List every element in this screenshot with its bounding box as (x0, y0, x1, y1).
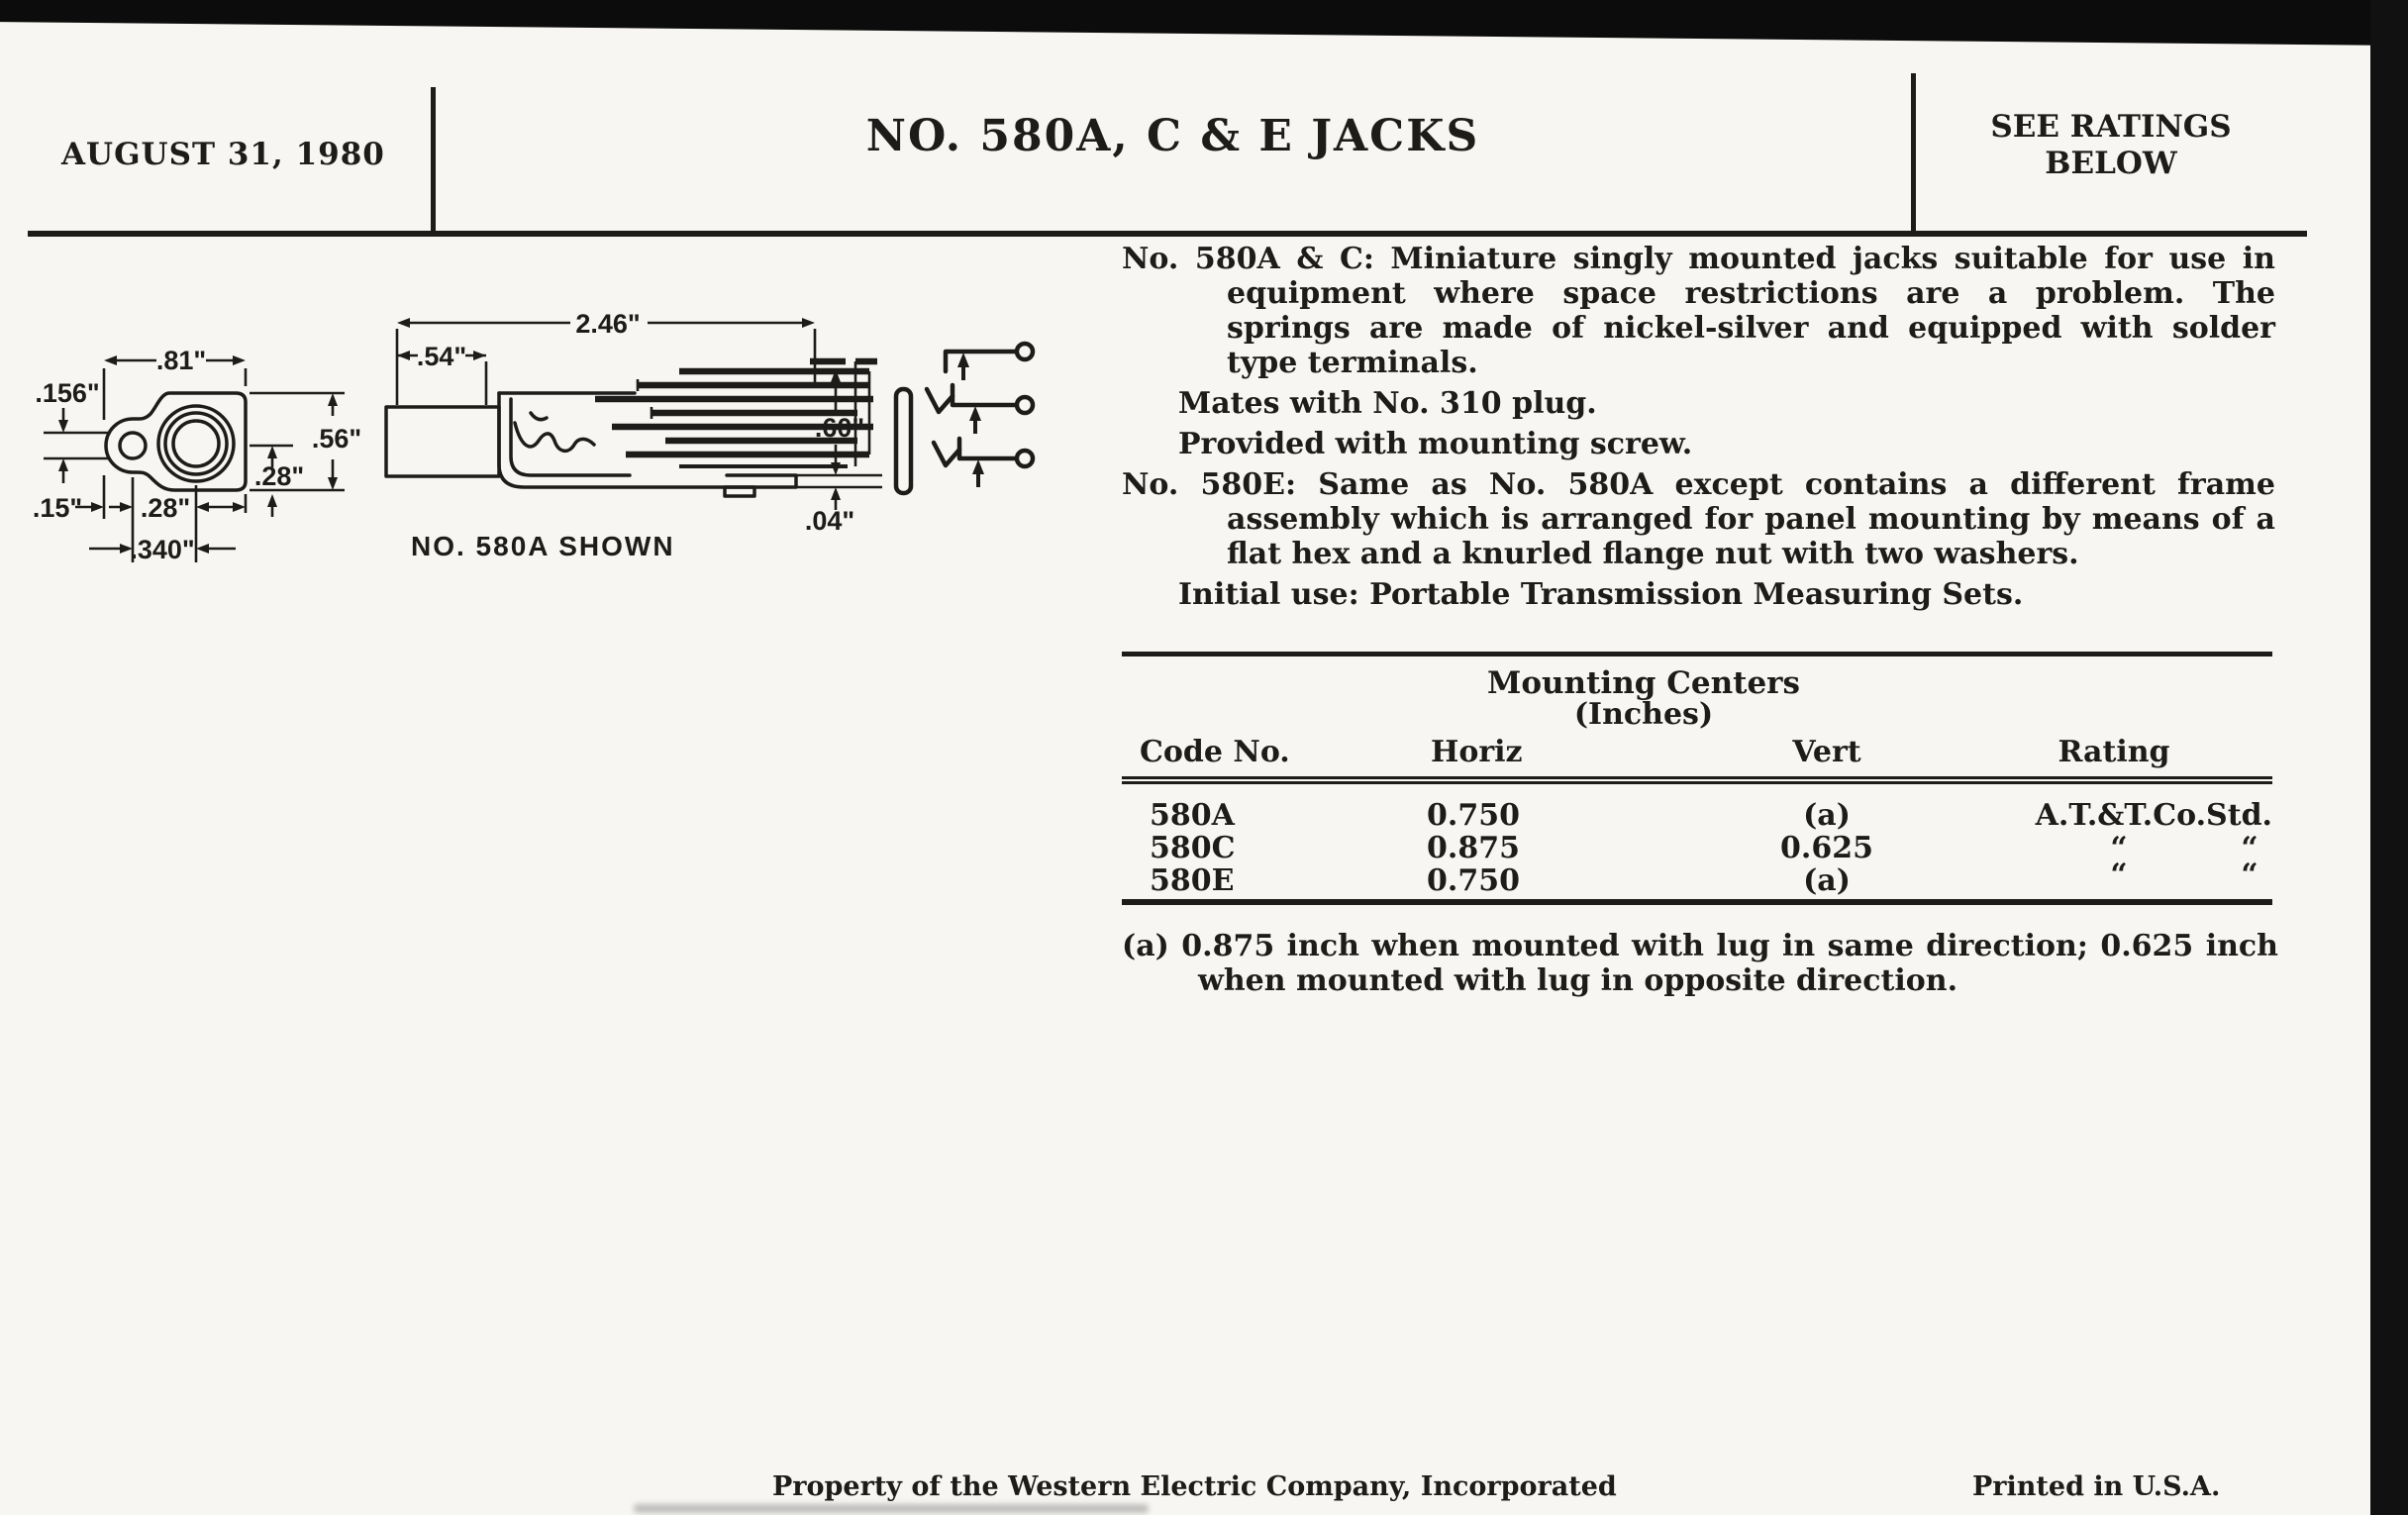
para-580ac: No. 580A & C: Miniature singly mounted jacks suitable for use in equipment where space restrictions are a problem. The springs are made of nickel-silver and equipped with solder type terminals. (1122, 242, 2275, 380)
cell-code: 580A (1150, 798, 1235, 833)
para-initial-use: Initial use: Portable Transmission Measuring Sets. (1178, 577, 2024, 612)
para-580e: No. 580E: Same as No. 580A except contains a different frame assembly which is arranged for panel mounting by means of a flat hex and a knurled flange nut with two washers. (1122, 467, 2275, 571)
plug-sleeve (386, 407, 499, 476)
footer-printed-line: Printed in U.S.A. (1972, 1471, 2221, 1502)
contact-arrows (957, 353, 984, 487)
cell-rating: A.T.&T.Co.Std. (2035, 798, 2272, 833)
table-title: Mounting Centers (1487, 665, 1800, 701)
dim-label-hole-center: .340" (130, 535, 195, 564)
dim-label-width: .81" (155, 346, 207, 375)
header-divider-right (1911, 73, 1916, 234)
cell-vert: (a) (1803, 798, 1851, 833)
latch-spring (515, 423, 594, 451)
col-header-code: Code No. (1140, 735, 1290, 769)
dim-label-hole: .156" (35, 378, 100, 408)
description-block (1122, 242, 2275, 612)
dim-label-springs: .60" (814, 413, 865, 443)
cell-vert: 0.625 (1780, 831, 1873, 865)
dim-label-sleeve: .54" (416, 342, 467, 371)
cell-rating-ditto: “ (2241, 858, 2258, 892)
dim-label-offset: .15" (32, 493, 83, 523)
ratings-note-line1: SEE RATINGS (1990, 109, 2232, 145)
scan-smudge (634, 1504, 1149, 1513)
para-screw: Provided with mounting screw. (1178, 427, 1693, 461)
bushing-inner (173, 421, 219, 466)
cell-code: 580E (1150, 863, 1235, 898)
frame-tab (725, 487, 754, 496)
table-rule-bottom (1122, 899, 2272, 905)
issue-date: AUGUST 31, 1980 (61, 137, 385, 172)
cell-rating-ditto: “ (2110, 831, 2128, 865)
cell-horiz: 0.750 (1427, 798, 1520, 833)
cell-horiz: 0.875 (1427, 831, 1520, 865)
cell-horiz: 0.750 (1427, 863, 1520, 898)
footer-property-line: Property of the Western Electric Company, Incorporated (772, 1471, 1617, 1502)
dim-label-center-edge: .28" (140, 493, 191, 523)
header-rule (28, 231, 2307, 237)
table-subtitle: (Inches) (1573, 697, 1714, 732)
cell-rating-ditto: “ (2110, 858, 2128, 892)
dim-label-gap: .04" (804, 506, 855, 536)
table-footnote: (a) 0.875 inch when mounted with lug in same direction; 0.625 inch when mounted with lug in opposite direction. (1122, 929, 2278, 998)
front-view-drawing (30, 329, 376, 580)
bushing-outer (158, 406, 234, 481)
cell-vert: (a) (1803, 863, 1851, 898)
jack-circuit-symbol (876, 320, 1109, 542)
page-title: NO. 580A, C & E JACKS (865, 111, 1480, 161)
para-mates: Mates with No. 310 plug. (1178, 386, 1597, 421)
dim-label-overall: 2.46" (575, 309, 641, 339)
dim-label-center-bottom: .28" (253, 461, 305, 491)
ratings-note-line2: BELOW (2045, 146, 2177, 181)
col-header-horiz: Horiz (1431, 735, 1523, 769)
drawing-caption: NO. 580A SHOWN (411, 531, 675, 561)
col-header-vert: Vert (1792, 735, 1861, 769)
scan-edge-top (0, 0, 2408, 46)
mounting-hole (120, 433, 146, 458)
col-header-rating: Rating (2057, 735, 2170, 769)
table-rule-header (1122, 776, 2272, 784)
dim-label-height: .56" (311, 424, 362, 454)
scan-edge-right (2370, 0, 2408, 1515)
cell-rating-ditto: “ (2241, 831, 2258, 865)
table-rule-top (1122, 652, 2272, 656)
cell-code: 580C (1150, 831, 1236, 865)
sleeve-bar (896, 389, 911, 493)
ratings-note (1913, 109, 2309, 182)
header-divider-left (431, 87, 436, 234)
